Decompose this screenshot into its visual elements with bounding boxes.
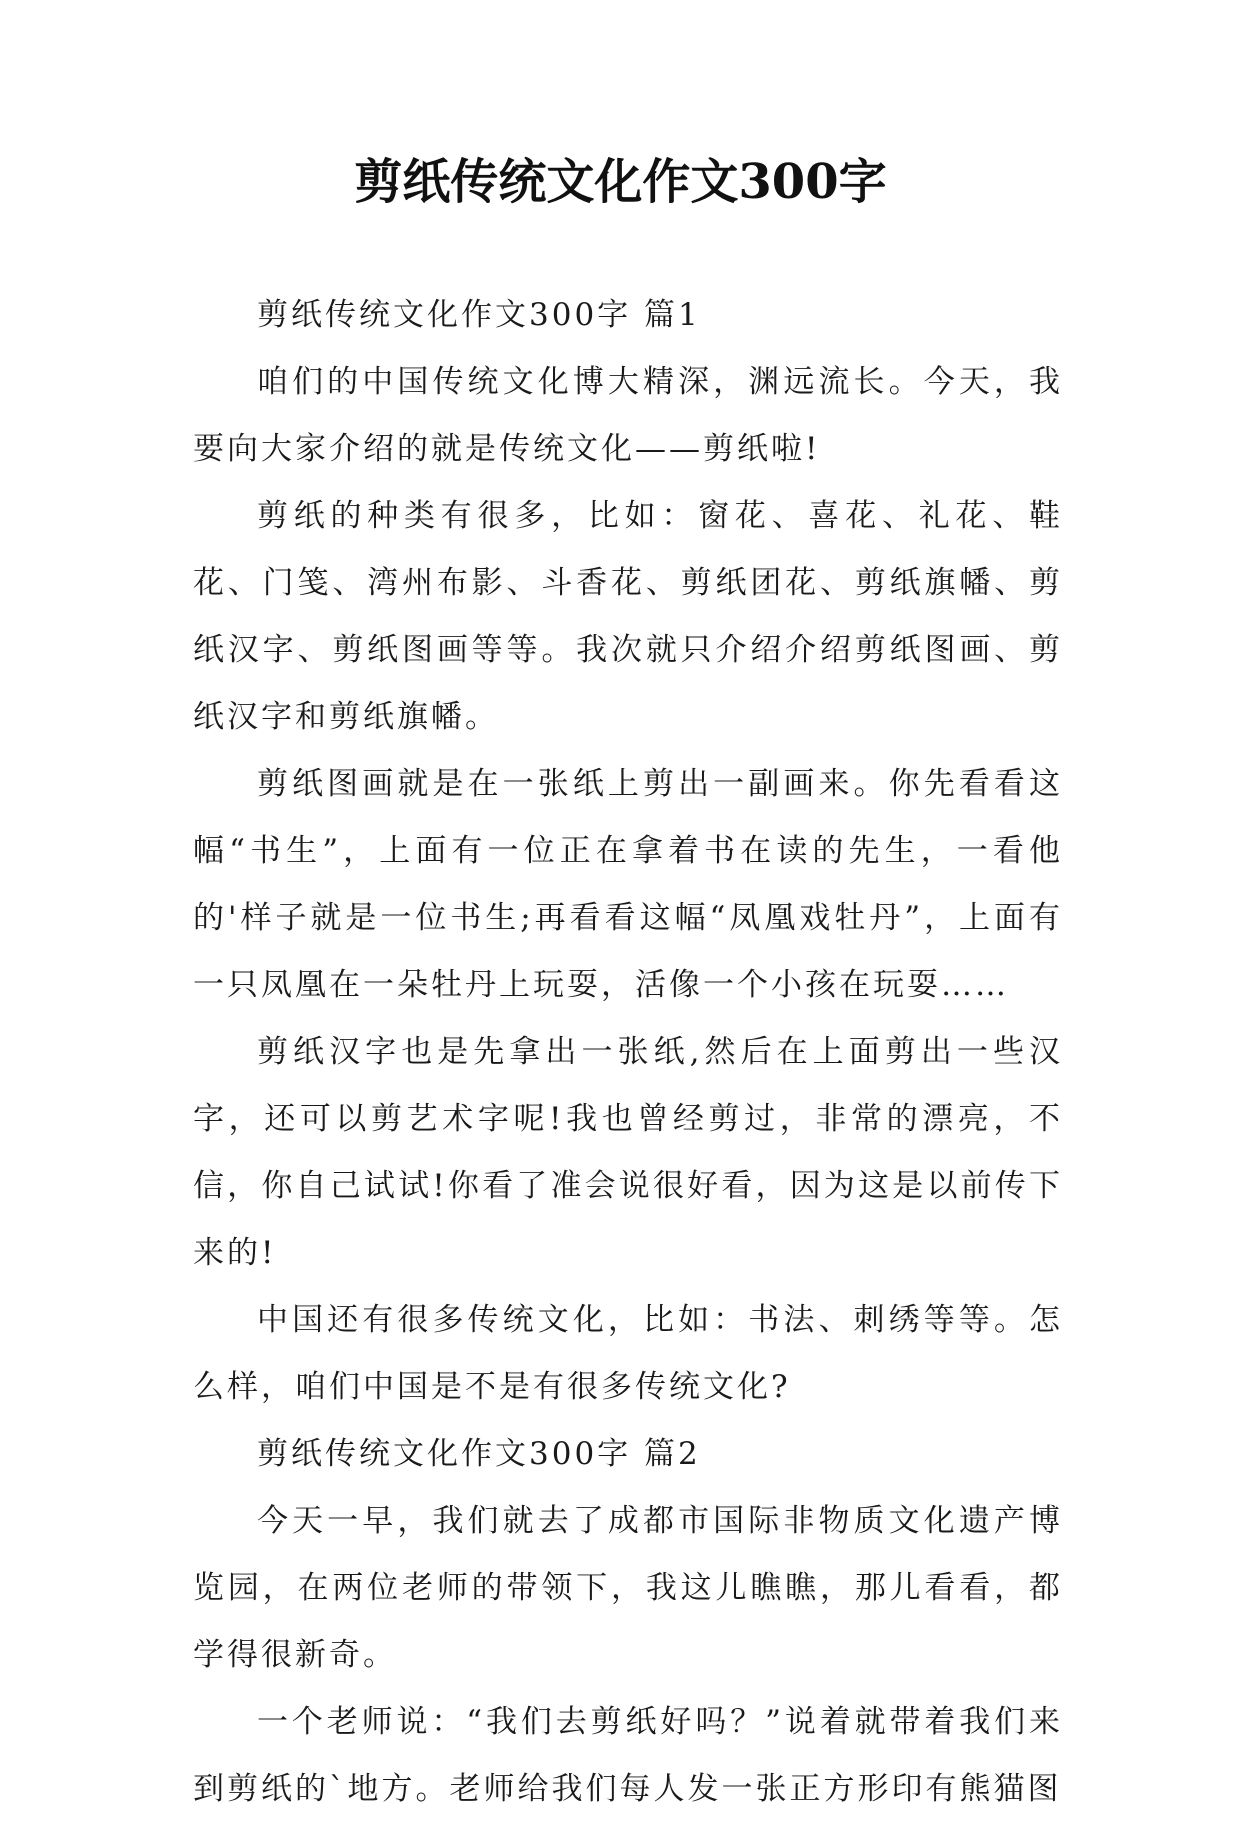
paragraph-visit: 今天一早，我们就去了成都市国际非物质文化遗产博览园，在两位老师的带领下，我这儿瞧瞧，那儿看看，都学得很新奇。 — [193, 1503, 1063, 1673]
paragraph-closing: 中国还有很多传统文化，比如：书法、刺绣等等。怎么样，咱们中国是不是有很多传统文化? — [193, 1302, 1063, 1405]
paragraph-types: 剪纸的种类有很多，比如：窗花、喜花、礼花、鞋花、门笺、湾州布影、斗香花、剪纸团花、剪纸旗幡、剪纸汉字、剪纸图画等等。我次就只介绍介绍剪纸图画、剪纸汉字和剪纸旗幡。 — [193, 498, 1063, 735]
paragraph-pictures: 剪纸图画就是在一张纸上剪出一副画来。你先看看这幅“书生”，上面有一位正在拿着书在读的先生，一看他的'样子就是一位书生;再看看这幅“凤凰戏牡丹”，上面有一只凤凰在一朵牡丹上玩耍，活像一个小孩在玩耍…… — [193, 766, 1063, 1003]
document-title: 剪纸传统文化作文300字 — [354, 154, 887, 210]
paragraph-teacher: 一个老师说：“我们去剪纸好吗？”说着就带着我们来到剪纸的`地方。老师给我们每人发一张正方形印有熊猫图 — [193, 1704, 1063, 1807]
section-heading-1: 剪纸传统文化作文300字 篇1 — [257, 297, 701, 333]
document-body — [193, 282, 1063, 1823]
paragraph-intro: 咱们的中国传统文化博大精深，渊远流长。今天，我要向大家介绍的就是传统文化——剪纸啦! — [193, 364, 1063, 467]
section-heading-2: 剪纸传统文化作文300字 篇2 — [257, 1436, 701, 1472]
paragraph-characters: 剪纸汉字也是先拿出一张纸,然后在上面剪出一些汉字，还可以剪艺术字呢!我也曾经剪过，非常的漂亮，不信，你自己试试!你看了准会说很好看，因为这是以前传下来的! — [193, 1034, 1063, 1271]
